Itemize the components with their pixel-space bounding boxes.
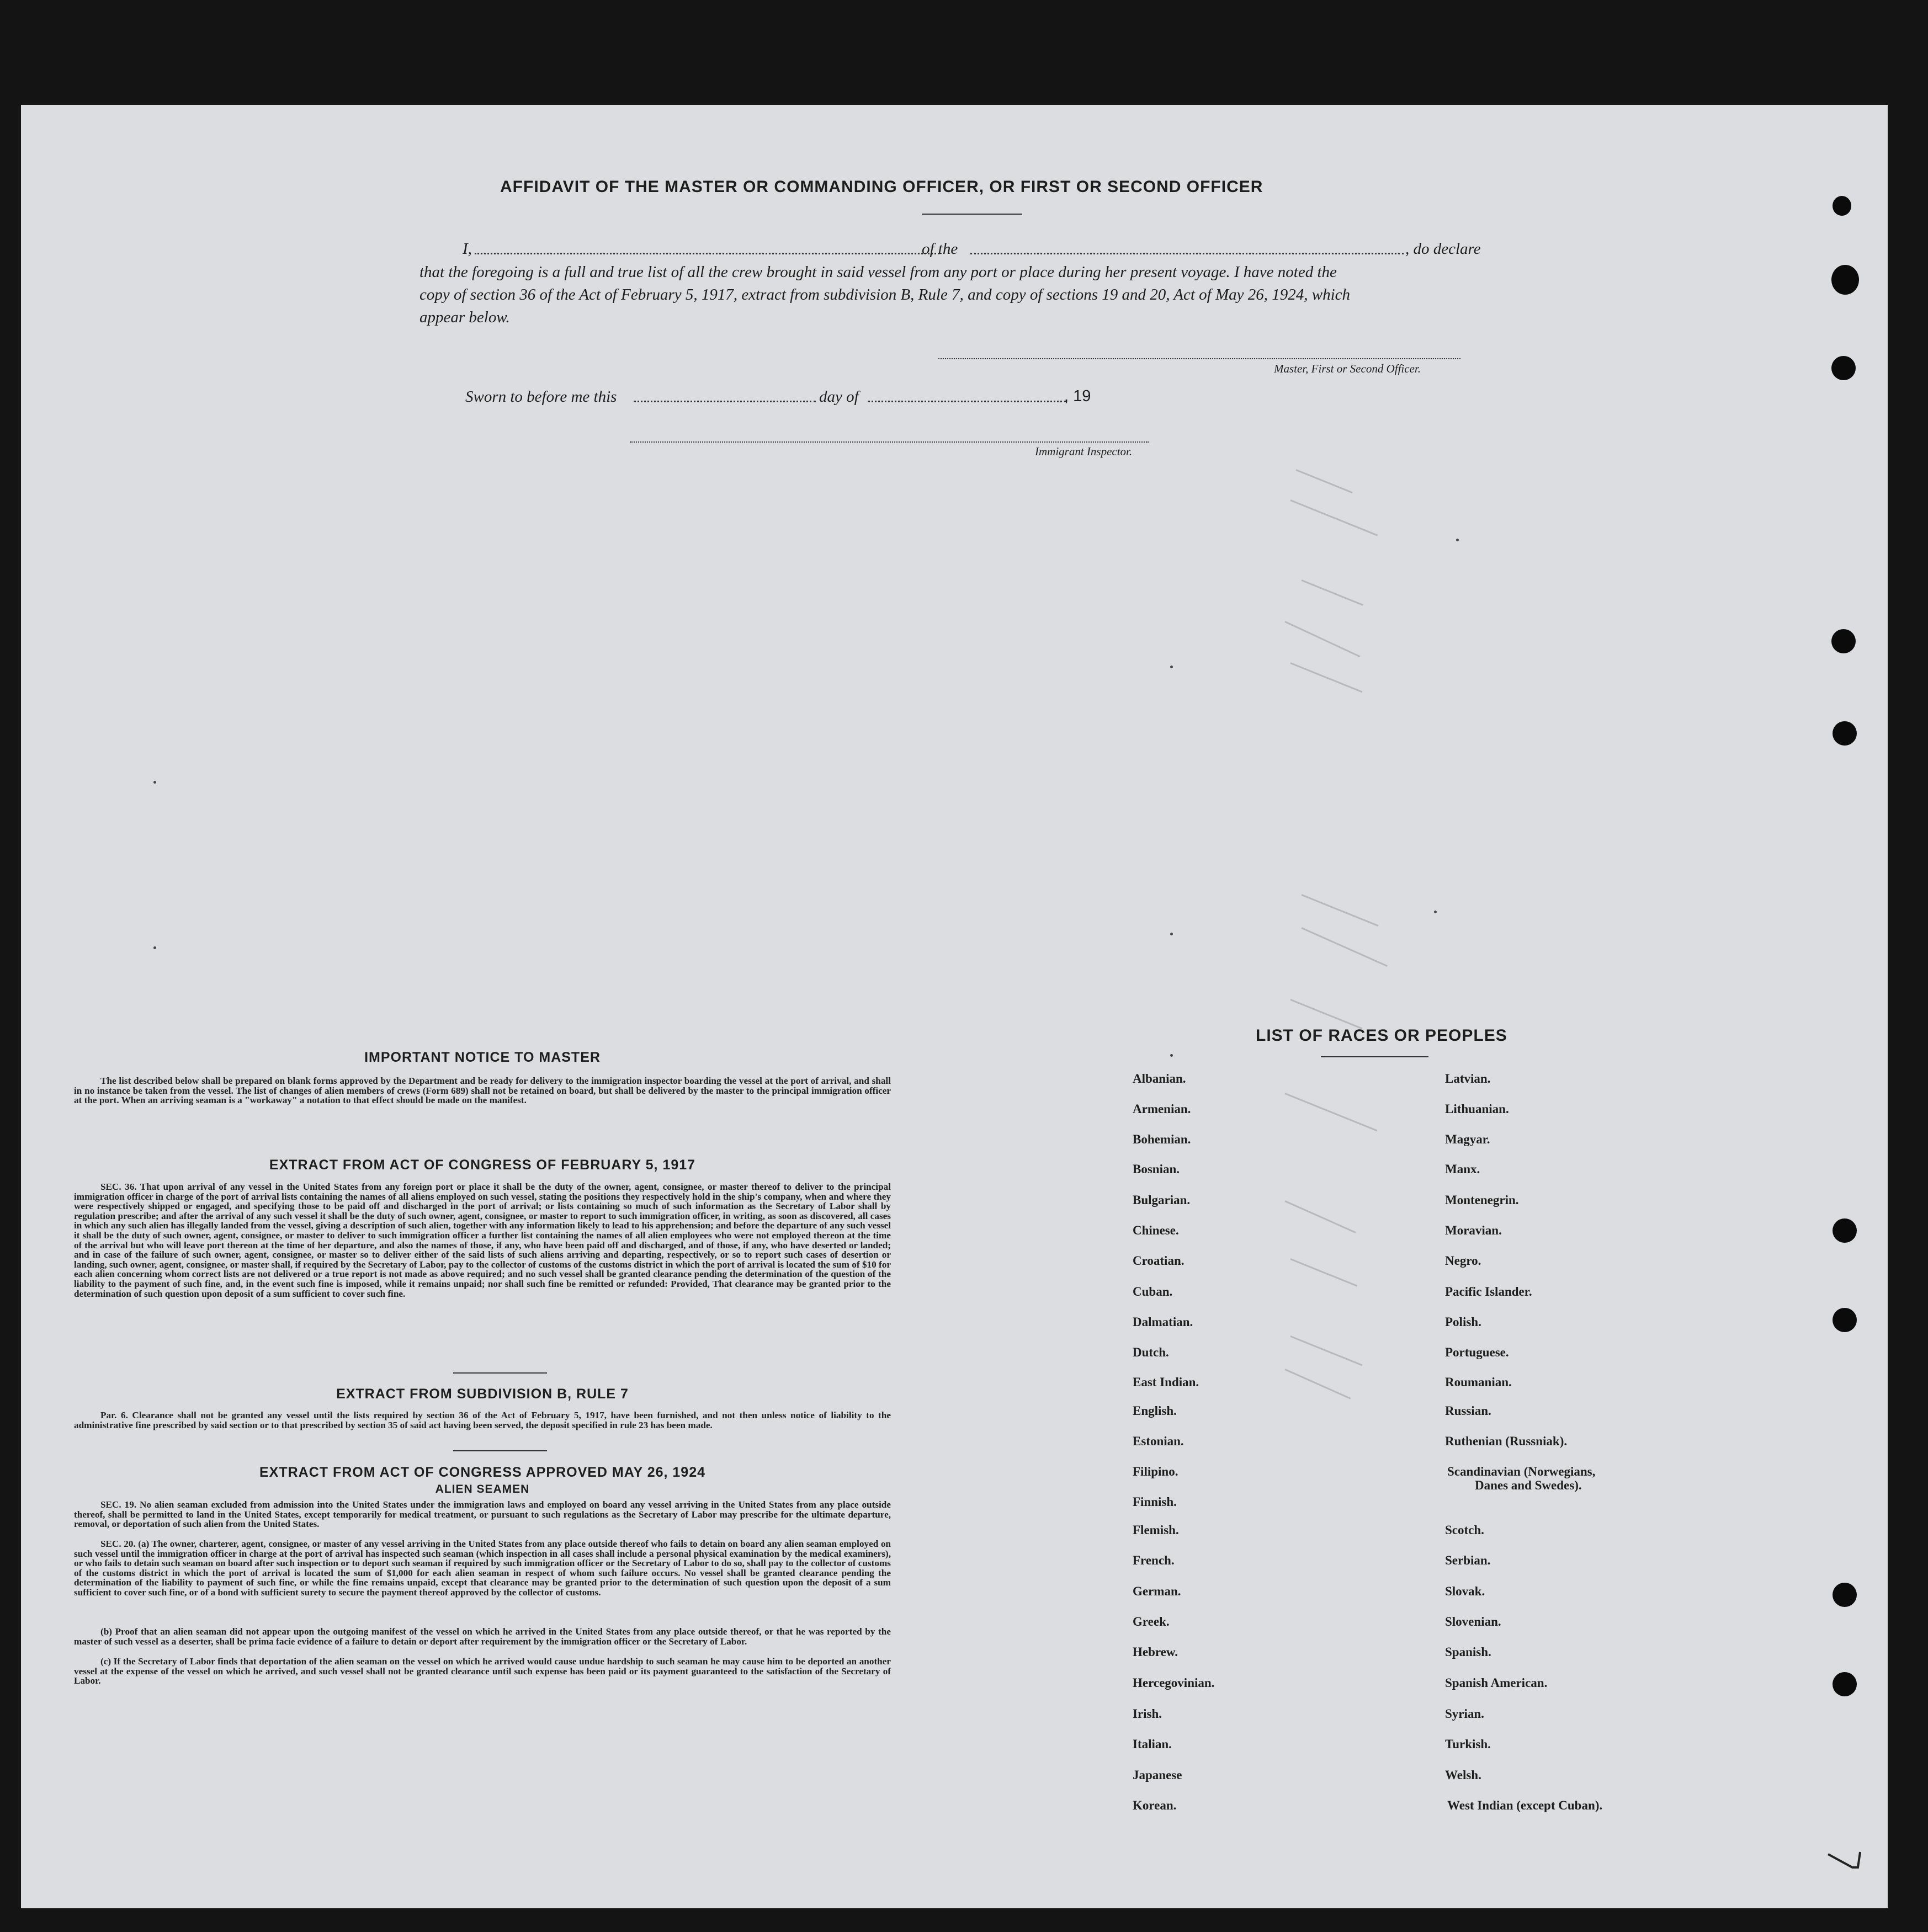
race-left: Greek. — [1133, 1615, 1170, 1628]
race-left: French. — [1133, 1553, 1175, 1567]
year-label: , 19 — [1064, 387, 1091, 405]
race-right: Manx. — [1445, 1162, 1480, 1176]
notice-text: The list described below shall be prepared on blank forms approved by the Department and be ready for delivery to the immigration inspector boarding the vessel at the port of arrival, and shall in no instance be taken from the vessel. The list of changes of alien members of crews (Form 689) shall not be retained on board, but shall be delivered by the master to the principal immigration officer at the port. When an arriving seaman is a "workaway" a notation to that effect should be made on the manifest. — [74, 1076, 891, 1106]
master-signature-line[interactable] — [938, 358, 1460, 359]
race-left: German. — [1133, 1584, 1181, 1598]
rule-7-text: Par. 6. Clearance shall not be granted any vessel until the lists required by section 36 of the Act of February 5, 1917, have been furnished, and not then unless notice of liability to the administrative fine prescribed by said section or to that prescribed by section 35 of said act having been served, the deposit specified in rule 23 has been made. — [74, 1410, 891, 1430]
race-right: Portuguese. — [1445, 1345, 1509, 1359]
race-right: Pacific Islander. — [1445, 1285, 1532, 1298]
affidavit-of-the-label: of the — [922, 240, 958, 258]
races-title-divider — [1321, 1056, 1428, 1057]
race-right: Polish. — [1445, 1315, 1481, 1329]
punch-hole — [1831, 265, 1859, 295]
sec-20a-text: SEC. 20. (a) The owner, charterer, agent, consignee, or master of any vessel arriving in the United States from any place outside thereof who fails to detain on board any alien seaman employed on such vessel until the immigration officer in charge at the port of arrival has inspected such seaman (which inspection in all cases shall include a personal physical examination by the medical examiners), or who fails to detain such seaman on board after such inspection or to deport such seaman if required by such immigration officer or the Secretary of Labor to do so, shall pay to the collector of customs of the customs district in which the port of arrival is located the sum of $1,000 for each alien seaman in respect of whom such failure occurs. No vessel shall be granted clearance pending the determination of the liability to payment of such fine, or while the fine remains unpaid, except that clearance may be granted prior to the determination of such question upon the deposit of a sum sufficient to cover such fine, or of a bond with sufficient surety to secure the payment thereof approved by the collector of customs. — [74, 1539, 891, 1598]
race-right: Montenegrin. — [1445, 1193, 1519, 1207]
race-left: Croatian. — [1133, 1254, 1185, 1268]
race-right: Latvian. — [1445, 1072, 1491, 1085]
race-left: English. — [1133, 1404, 1177, 1418]
sec-20c-text: (c) If the Secretary of Labor finds that deportation of the alien seaman on the vessel on which he arrived would cause undue hardship to such seaman he may cause him to be deported an another vessel at the expense of the vessel on which he arrived, and such vessel shall not be granted clearance until such expense has been paid or its payment guaranteed to the satisfaction of the Secretary of Labor. — [74, 1656, 891, 1686]
punch-hole — [1833, 1218, 1857, 1243]
race-right: Welsh. — [1445, 1768, 1481, 1782]
race-right: Serbian. — [1445, 1553, 1491, 1567]
bleed-mark — [1284, 1200, 1356, 1233]
speck — [1434, 911, 1437, 913]
bleed-mark — [1290, 499, 1378, 536]
race-left: Hebrew. — [1133, 1645, 1178, 1659]
punch-hole — [1831, 629, 1856, 653]
document-page — [21, 105, 1888, 1908]
punch-hole — [1831, 356, 1856, 380]
affidavit-declare-label: , do declare — [1405, 240, 1481, 258]
race-right: Russian. — [1445, 1404, 1491, 1418]
race-left: Estonian. — [1133, 1434, 1184, 1448]
punch-hole — [1833, 1583, 1857, 1607]
extract-1917-text: SEC. 36. That upon arrival of any vessel in the United States from any foreign port or place it shall be the duty of the owner, agent, consignee, or master thereof to deliver to the principal immigration officer in charge of the port of arrival lists containing the names of all aliens employed on such vessel, stating the positions they respectively hold in the ship's company, when and where they were respectively shipped or engaged, and specifying those to be paid off and discharged in the port of arrival; or lists containing so much of such information as the Secretary of Labor shall by regulation prescribe; and after the arrival of any such vessel it shall be the duty of such owner, agent, consignee, or master to report to such immigration officer, in writing, as soon as discovered, all cases in which any such alien has illegally landed from the vessel, giving a description of such alien, together with any information likely to lead to his apprehension; and before the departure of any such vessel it shall be the duty of such owner, agent, consignee, or master to deliver to such immigration officer a further list containing the names of all alien employees who were not employed thereon at the time of the arrival but who will leave port thereon at the time of her departure, and also the names of those, if any, who have been paid off and discharged, and of those, if any, who have deserted or landed; and in case of the failure of such owner, agent, consignee, or master so to deliver either of the said lists of such aliens arriving and departing, respectively, or so to report such cases of desertion or landing, such owner, agent, consignee, or master shall, if required by the Secretary of Labor, pay to the collector of customs of the customs district in which the port of arrival is located the sum of $10 for each alien concerning whom correct lists are not delivered or a true report is not made as above required; and no such vessel shall be granted clearance pending the determination of the question of the liability to the payment of such fine, and, in the event such fine is imposed, while it remains unpaid; nor shall such fine be remitted or refunded: Provided, That clearance may be granted prior to the determination of such question upon deposit of a sum sufficient to cover such fine. — [74, 1181, 891, 1299]
race-left: Japanese — [1133, 1768, 1182, 1782]
race-right: Spanish. — [1445, 1645, 1491, 1659]
bleed-mark — [1284, 1369, 1351, 1399]
race-right: Negro. — [1445, 1254, 1481, 1268]
sworn-day-blank[interactable] — [634, 401, 816, 402]
race-right: Lithuanian. — [1445, 1102, 1509, 1116]
affidavit-i-label: I, — [463, 240, 472, 258]
race-right: Syrian. — [1445, 1707, 1484, 1721]
race-left: Filipino. — [1133, 1465, 1178, 1478]
bleed-mark — [1301, 927, 1388, 967]
races-title: LIST OF RACES OR PEOPLES — [1256, 1026, 1507, 1045]
race-left: Bosnian. — [1133, 1162, 1180, 1176]
vessel-blank[interactable] — [970, 253, 1404, 254]
speck — [1170, 933, 1173, 935]
speck — [153, 781, 156, 784]
divider — [453, 1450, 547, 1451]
affidavit-title: AFFIDAVIT OF THE MASTER OR COMMANDING OFFICER, OR FIRST OR SECOND OFFICER — [500, 178, 1263, 196]
bleed-mark — [1284, 621, 1360, 657]
race-left: Chinese. — [1133, 1223, 1179, 1237]
affidavit-line-4: appear below. — [419, 308, 510, 326]
punch-hole — [1833, 196, 1851, 216]
race-left: East Indian. — [1133, 1375, 1199, 1389]
sworn-month-blank[interactable] — [868, 401, 1066, 402]
sworn-label: Sworn to before me this — [465, 388, 617, 406]
race-left: Dalmatian. — [1133, 1315, 1193, 1329]
race-left: Dutch. — [1133, 1345, 1169, 1359]
sec-20b-text: (b) Proof that an alien seaman did not appear upon the outgoing manifest of the vessel on which he arrived in the United States from any place outside thereof, or that he was reported by the master of such vessel as a deserter, shall be prima facie evidence of a failure to detain or deport after requirement by the immigration officer or the Secretary of Labor. — [74, 1626, 891, 1647]
extract-1924-title: EXTRACT FROM ACT OF CONGRESS APPROVED MAY 26, 1924 — [259, 1465, 706, 1480]
speck — [1170, 666, 1173, 668]
race-right: Roumanian. — [1445, 1375, 1512, 1389]
bleed-mark — [1284, 1093, 1377, 1131]
extract-1917-title: EXTRACT FROM ACT OF CONGRESS OF FEBRUARY 5, 1917 — [269, 1157, 696, 1173]
race-right: Scotch. — [1445, 1523, 1484, 1537]
bleed-mark — [1301, 894, 1378, 927]
race-right: Scandinavian (Norwegians, — [1447, 1465, 1596, 1478]
race-left: Bohemian. — [1133, 1132, 1191, 1146]
race-right: West Indian (except Cuban). — [1447, 1798, 1603, 1812]
bleed-mark — [1301, 579, 1363, 606]
name-blank[interactable] — [475, 253, 939, 254]
bleed-mark — [1295, 469, 1352, 493]
race-left: Italian. — [1133, 1737, 1172, 1751]
race-left: Armenian. — [1133, 1102, 1191, 1116]
speck — [153, 946, 156, 949]
punch-hole — [1833, 1672, 1857, 1696]
bleed-mark — [1290, 1335, 1362, 1366]
bleed-mark — [1290, 1258, 1357, 1286]
inspector-signature-line[interactable] — [630, 441, 1149, 443]
race-right: Danes and Swedes). — [1475, 1478, 1582, 1492]
master-caption: Master, First or Second Officer. — [1274, 362, 1421, 375]
race-left: Finnish. — [1133, 1495, 1177, 1509]
speck — [1456, 539, 1459, 541]
punch-hole — [1833, 721, 1857, 746]
race-right: Spanish American. — [1445, 1676, 1548, 1690]
race-right: Slovenian. — [1445, 1615, 1501, 1628]
inspector-caption: Immigrant Inspector. — [1035, 445, 1133, 458]
speck — [1170, 1054, 1173, 1057]
race-left: Irish. — [1133, 1707, 1162, 1721]
sec-19-text: SEC. 19. No alien seaman excluded from admission into the United States under the immigration laws and employed on board any vessel arriving in the United States from any place outside thereof, shall be permitted to land in the United States, except temporarily for medical treatment, or pursuant to such regulations as the Secretary of Labor may prescribe for the ultimate departure, removal, or deportation of such alien from the United States. — [74, 1499, 891, 1530]
alien-seamen-subtitle: ALIEN SEAMEN — [435, 1483, 530, 1495]
race-left: Flemish. — [1133, 1523, 1179, 1537]
race-right: Slovak. — [1445, 1584, 1485, 1598]
race-left: Hercegovinian. — [1133, 1676, 1215, 1690]
race-right: Ruthenian (Russniak). — [1445, 1434, 1568, 1448]
race-left: Korean. — [1133, 1798, 1177, 1812]
punch-hole — [1833, 1308, 1857, 1332]
divider — [453, 1372, 547, 1374]
title-divider — [922, 214, 1022, 215]
race-left: Bulgarian. — [1133, 1193, 1191, 1207]
rule-7-title: EXTRACT FROM SUBDIVISION B, RULE 7 — [336, 1386, 629, 1402]
bleed-mark — [1290, 999, 1362, 1029]
bleed-mark — [1290, 662, 1362, 693]
notice-title: IMPORTANT NOTICE TO MASTER — [364, 1050, 601, 1065]
race-right: Moravian. — [1445, 1223, 1502, 1237]
race-right: Turkish. — [1445, 1737, 1491, 1751]
affidavit-line-3: copy of section 36 of the Act of February 5, 1917, extract from subdivision B, Rule 7, and copy of sections 19 and 20, Act of May 26, 1924, which — [419, 286, 1351, 304]
race-left: Albanian. — [1133, 1072, 1186, 1085]
race-right: Magyar. — [1445, 1132, 1490, 1146]
corner-mark — [1826, 1849, 1876, 1882]
day-of-label: day of — [819, 388, 859, 406]
race-left: Cuban. — [1133, 1285, 1173, 1298]
affidavit-line-2: that the foregoing is a full and true list of all the crew brought in said vessel from any port or place during her present voyage. I have noted the — [419, 263, 1337, 281]
